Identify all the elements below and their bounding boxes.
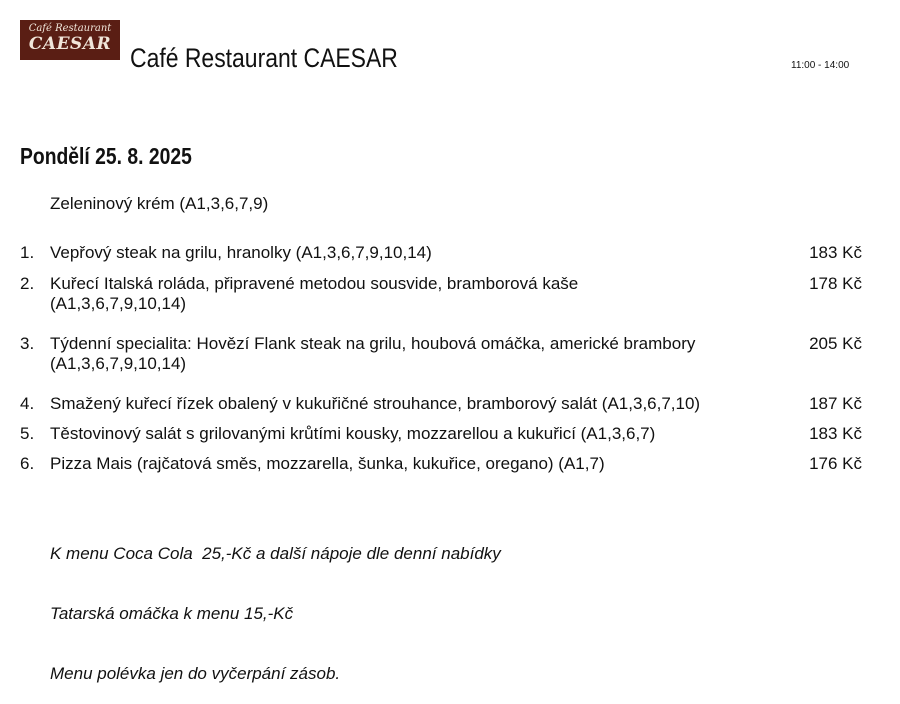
menu-note: K menu Coca Cola 25,-Kč a další nápoje dle denní nabídky xyxy=(50,544,501,563)
menu-item-description xyxy=(50,454,775,474)
menu-item-number: 3. xyxy=(20,334,35,353)
menu-item-text-line: (A1,3,6,7,9,10,14) xyxy=(50,294,187,313)
menu-item-number: 5. xyxy=(20,424,35,443)
menu-item-text-line: Smažený kuřecí řízek obalený v kukuřičné strouhance, bramborový salát (A1,3,6,7,10) xyxy=(50,394,701,413)
menu-item-description xyxy=(50,274,775,314)
menu-item-text-line: Kuřecí Italská roláda, připravené metodou sousvide, bramborová kaše xyxy=(50,274,579,293)
menu-item-number: 6. xyxy=(20,454,35,473)
menu-item-number: 4. xyxy=(20,394,35,413)
menu-item-price: 176 Kč xyxy=(809,454,862,473)
menu-item-text-line: Týdenní specialita: Hovězí Flank steak na grilu, houbová omáčka, americké brambory xyxy=(50,334,696,353)
menu-item-text-line: (A1,3,6,7,9,10,14) xyxy=(50,354,187,373)
menu-item-price: 205 Kč xyxy=(809,334,862,353)
menu-item-number: 1. xyxy=(20,243,35,262)
menu-item-number: 2. xyxy=(20,274,35,293)
menu-item-text-line: Vepřový steak na grilu, hranolky (A1,3,6,7,9,10,14) xyxy=(50,243,432,262)
logo-name-text: CAESAR xyxy=(28,34,112,54)
restaurant-logo xyxy=(20,20,120,60)
menu-item-price: 183 Kč xyxy=(809,424,862,443)
menu-item-price: 187 Kč xyxy=(809,394,862,413)
menu-item-description xyxy=(50,394,775,414)
menu-item-text-line: Pizza Mais (rajčatová směs, mozzarella, šunka, kukuřice, oregano) (A1,7) xyxy=(50,454,605,473)
menu-item-price: 183 Kč xyxy=(809,243,862,262)
menu-item-text-line: Těstovinový salát s grilovanými krůtími kousky, mozzarellou a kukuřicí (A1,3,6,7) xyxy=(50,424,656,443)
menu-item-description xyxy=(50,424,775,444)
menu-item-description xyxy=(50,334,775,374)
restaurant-name: Café Restaurant CAESAR xyxy=(130,43,398,73)
menu-note: Tatarská omáčka k menu 15,-Kč xyxy=(50,604,294,623)
logo-script-text: Café Restaurant xyxy=(28,23,112,34)
menu-notes xyxy=(50,504,501,704)
day-title: Pondělí 25. 8. 2025 xyxy=(20,143,192,169)
menu-item-price: 178 Kč xyxy=(809,274,862,293)
menu-note: Menu polévka jen do vyčerpání zásob. xyxy=(50,664,341,683)
opening-hours: 11:00 - 14:00 xyxy=(791,60,850,71)
menu-item-description xyxy=(50,243,775,263)
soup-of-the-day: Zeleninový krém (A1,3,6,7,9) xyxy=(50,194,269,213)
